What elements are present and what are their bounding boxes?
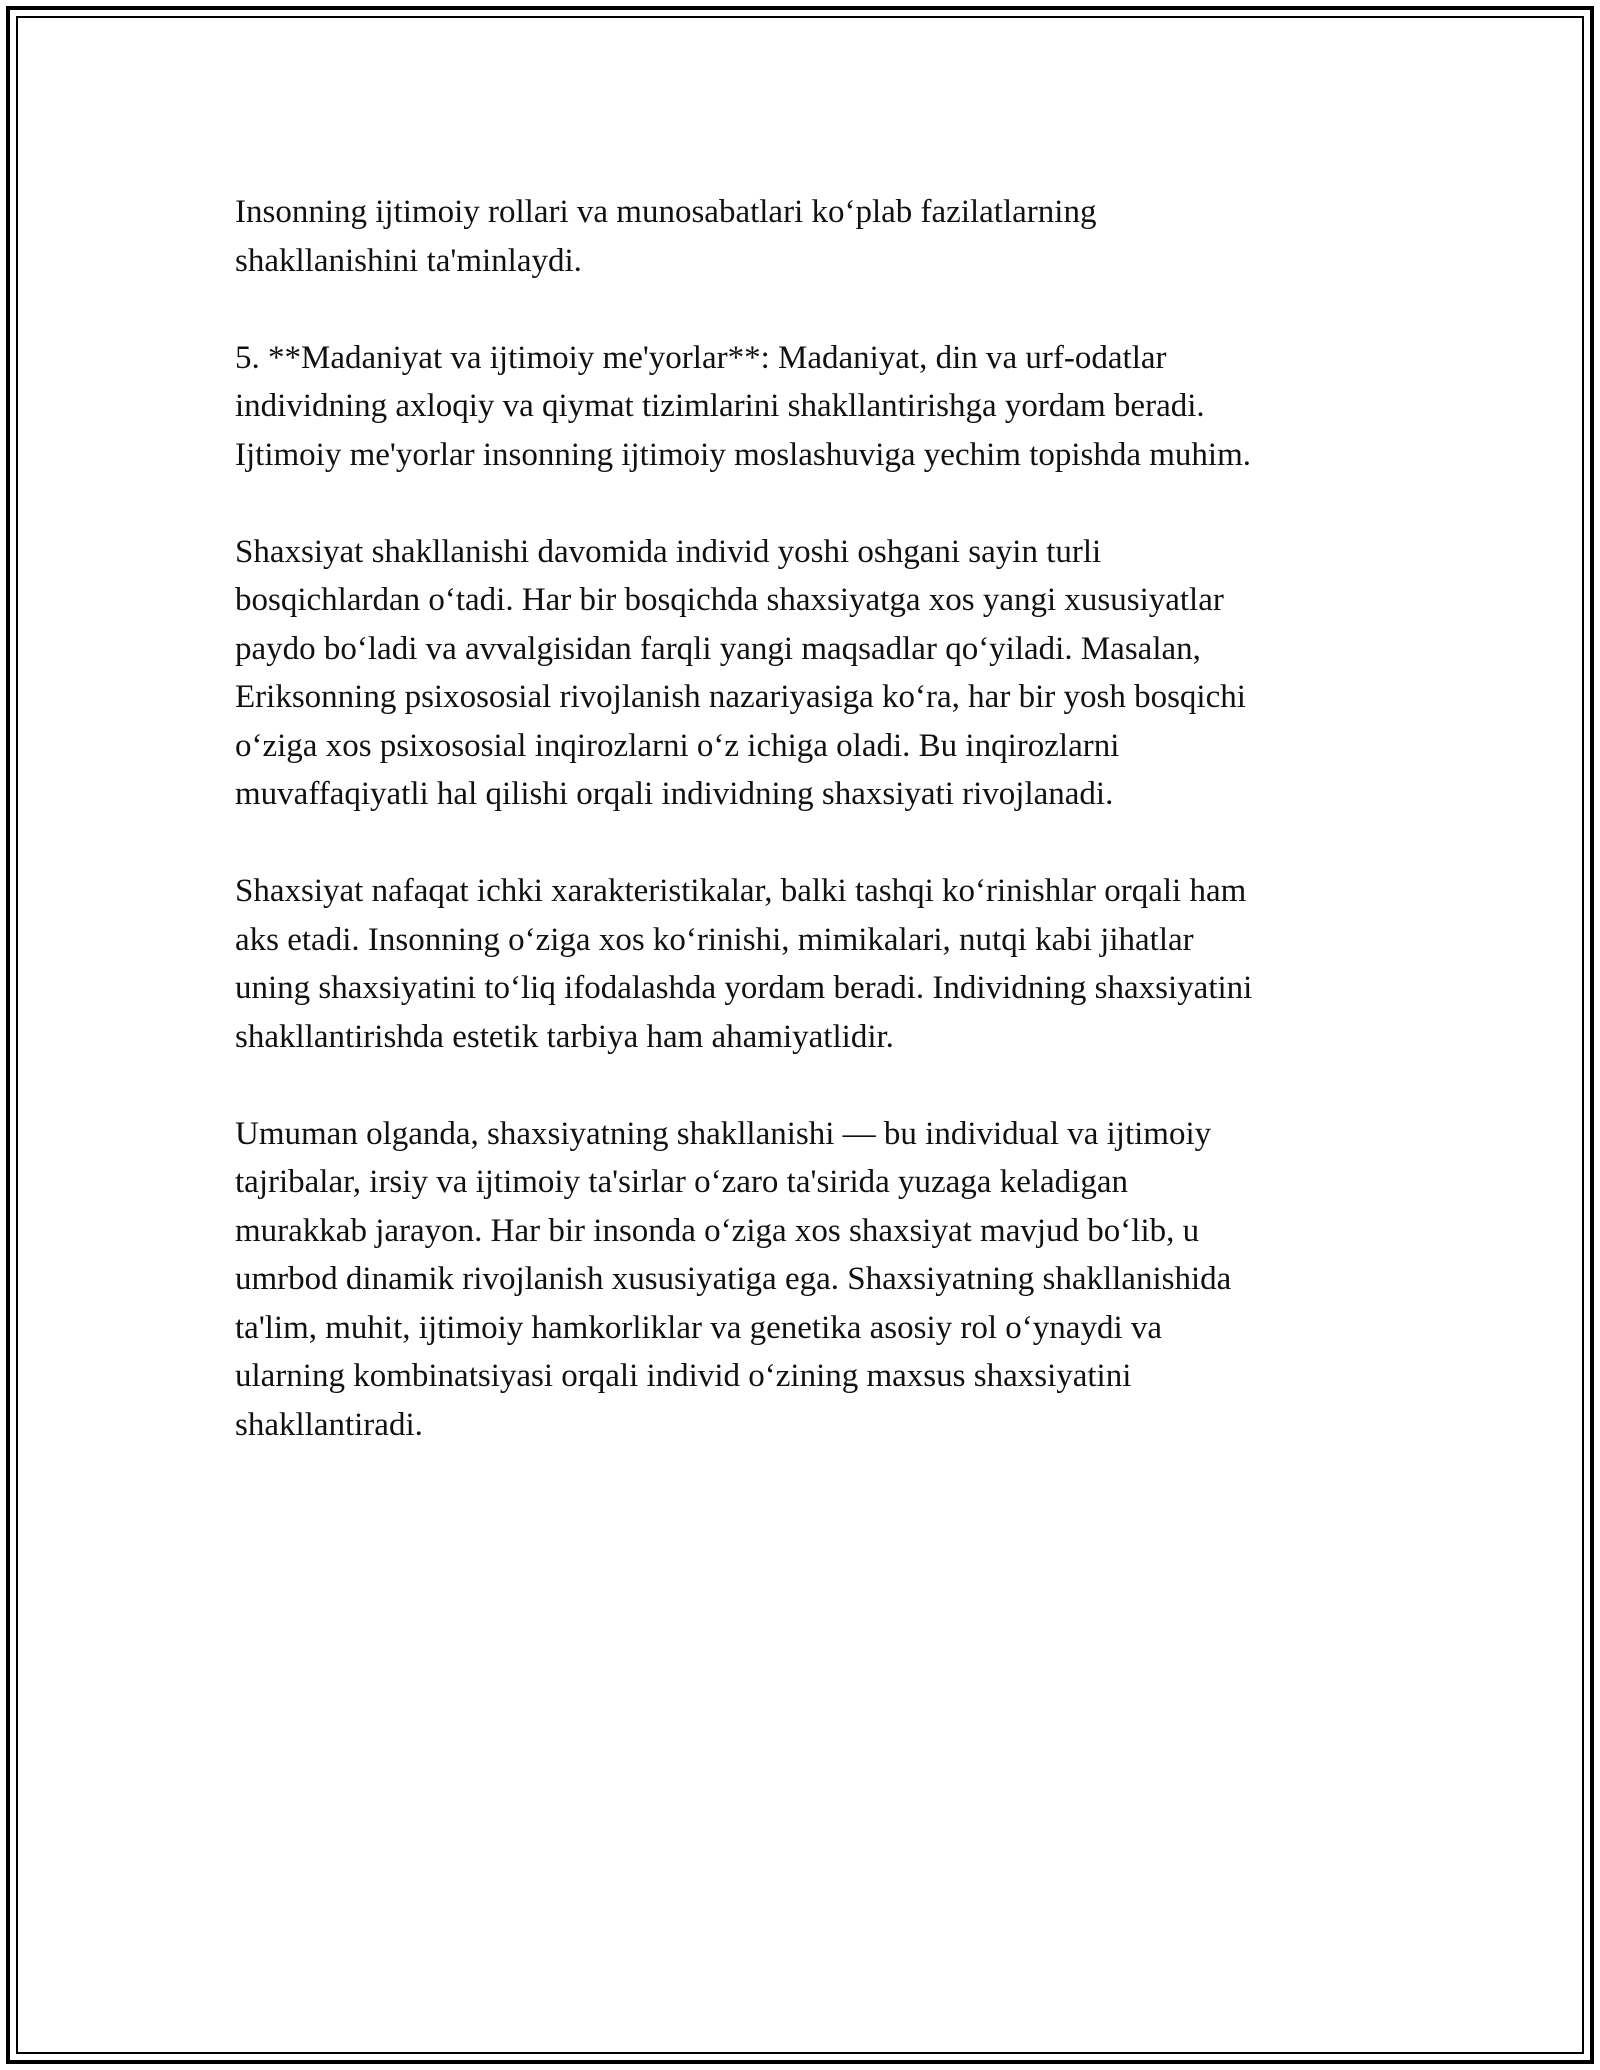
paragraph-conclusion xyxy=(235,1110,1395,1450)
text-line: paydo bo‘ladi va avvalgisidan farqli yangi maqsadlar qo‘yiladi. Masalan, xyxy=(235,630,1201,667)
paragraph-social-roles xyxy=(235,188,1395,285)
text-line: ularning kombinatsiyasi orqali individ o‘zining maxsus shaxsiyatini xyxy=(235,1358,1132,1394)
document-body xyxy=(235,188,1395,1498)
text-line: Ijtimoiy me'yorlar insonning ijtimoiy moslashuviga yechim topishda muhim. xyxy=(235,436,1252,473)
text-line: murakkab jarayon. Har bir insonda o‘ziga xos shaxsiyat mavjud bo‘lib, u xyxy=(235,1212,1200,1249)
paragraph-culture-norms xyxy=(235,334,1395,480)
text-line: aks etadi. Insonning o‘ziga xos ko‘rinishi, mimikalari, nutqi kabi jihatlar xyxy=(235,921,1194,958)
text-line: umrbod dinamik rivojlanish xususiyatiga ega. Shaxsiyatning shakllanishida xyxy=(235,1261,1232,1297)
paragraph-development-stages xyxy=(235,528,1395,819)
text-line: ta'lim, muhit, ijtimoiy hamkorliklar va genetika asosiy rol o‘ynaydi va xyxy=(235,1309,1163,1346)
paragraph-external-appearance xyxy=(235,867,1395,1061)
text-line: bosqichlardan o‘tadi. Har bir bosqichda shaxsiyatga xos yangi xususiyatlar xyxy=(235,582,1224,618)
text-line: Eriksonning psixososial rivojlanish nazariyasiga ko‘ra, har bir yosh bosqichi xyxy=(235,679,1246,715)
text-line: shakllantiradi. xyxy=(235,1406,423,1443)
text-line: o‘ziga xos psixososial inqirozlarni o‘z ichiga oladi. Bu inqirozlarni xyxy=(235,727,1120,764)
text-line: individning axloqiy va qiymat tizimlarini shakllantirishga yordam beradi. xyxy=(235,388,1205,424)
text-line: 5. **Madaniyat va ijtimoiy me'yorlar**: Madaniyat, din va urf-odatlar xyxy=(235,339,1167,376)
text-line: Insonning ijtimoiy rollari va munosabatlari ko‘plab fazilatlarning xyxy=(235,194,1097,230)
text-line: tajribalar, irsiy va ijtimoiy ta'sirlar o‘zaro ta'sirida yuzaga keladigan xyxy=(235,1164,1128,1200)
text-line: muvaffaqiyatli hal qilishi orqali individning shaxsiyati rivojlanadi. xyxy=(235,776,1114,812)
text-line: shakllantirishda estetik tarbiya ham ahamiyatlidir. xyxy=(235,1018,894,1055)
text-line: uning shaxsiyatini to‘liq ifodalashda yordam beradi. Individning shaxsiyatini xyxy=(235,970,1253,1006)
text-line: Shaxsiyat shakllanishi davomida individ yoshi oshgani sayin turli xyxy=(235,533,1102,570)
text-line: shakllanishini ta'minlaydi. xyxy=(235,242,582,279)
text-line: Shaxsiyat nafaqat ichki xarakteristikalar, balki tashqi ko‘rinishlar orqali ham xyxy=(235,873,1247,909)
text-line: Umuman olganda, shaxsiyatning shakllanishi — bu individual va ijtimoiy xyxy=(235,1115,1212,1152)
